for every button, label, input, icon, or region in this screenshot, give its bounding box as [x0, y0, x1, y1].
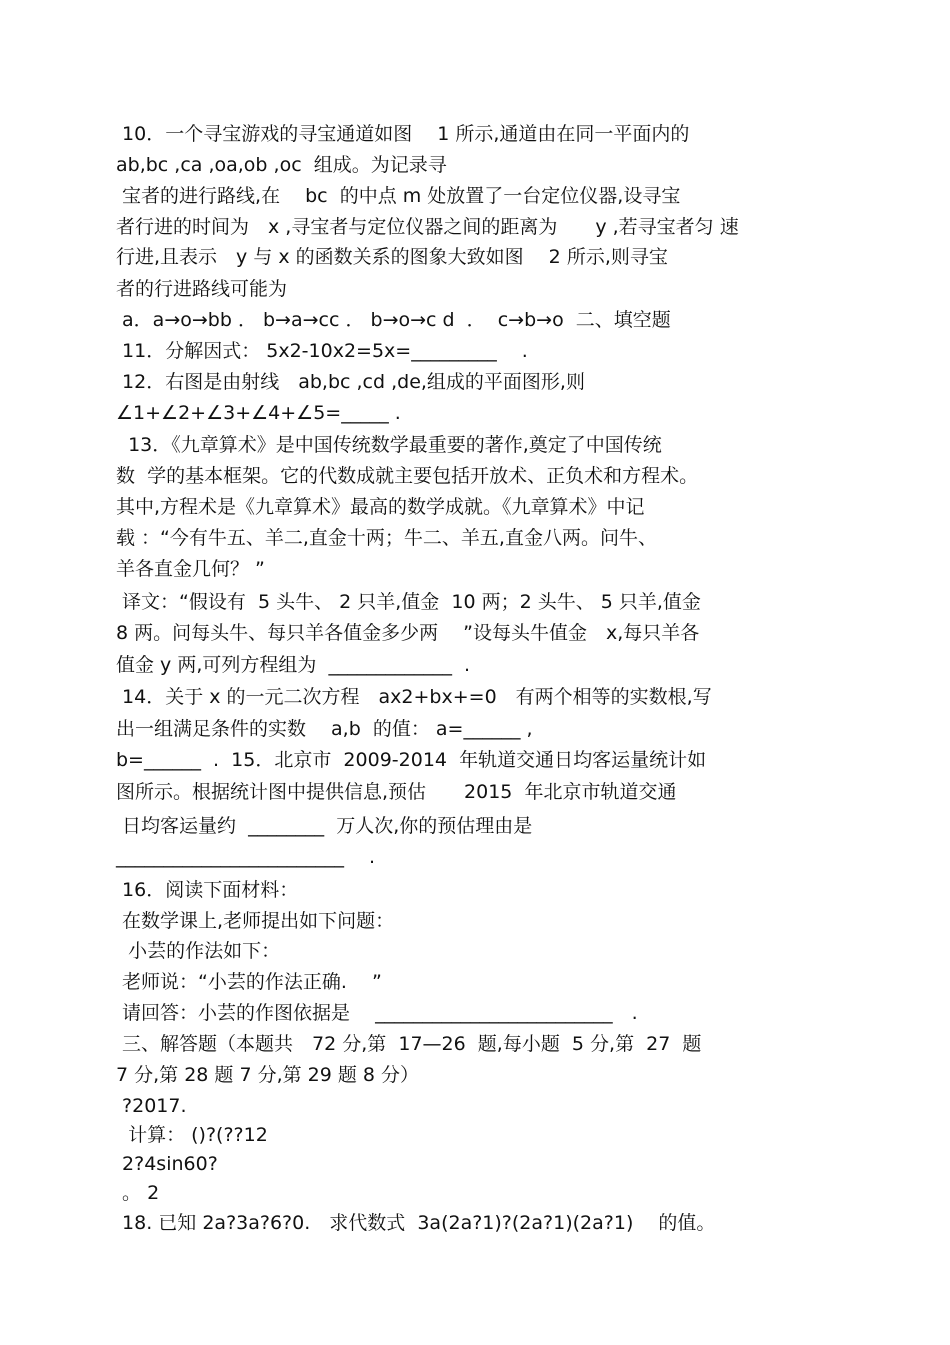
text-line: 者行进的时间为 x ,寻宝者与定位仪器之间的距离为 y ,若寻宝者匀 速 [116, 216, 739, 238]
text-line: 小芸的作法如下： [116, 940, 281, 962]
text-line: 2?4sin60? [116, 1153, 218, 1175]
text-line: ∠1+∠2+∠3+∠4+∠5=_____ . [116, 402, 401, 424]
text-line: 14．关于 x 的一元二次方程 ax2+bx+=0 有两个相等的实数根,写 [116, 686, 712, 708]
text-line: 羊各直金几何？ ” [116, 558, 265, 580]
text-line: ?2017. [116, 1095, 187, 1117]
text-line: 7 分,第 28 题 7 分,第 29 题 8 分） [116, 1064, 420, 1086]
text-line: 在数学课上,老师提出如下问题： [116, 910, 395, 932]
text-line: ab,bc ,ca ,oa,ob ,oc 组成。为记录寻 [116, 154, 447, 176]
text-line: 11．分解因式： 5x2-10x2=5x=_________ . [116, 340, 528, 362]
text-line: 10．一个寻宝游戏的寻宝通道如图 1 所示,通道由在同一平面内的 [116, 123, 690, 145]
text-line: 宝者的进行路线,在 bc 的中点 m 处放置了一台定位仪器,设寻宝 [116, 185, 681, 207]
text-line: 图所示。根据统计图中提供信息,预估 2015 年北京市轨道交通 [116, 781, 677, 803]
text-line: 译文：“假设有 5 头牛、 2 只羊,值金 10 两；2 头牛、 5 只羊,值金 [116, 591, 701, 613]
text-line: 行进,且表示 y 与 x 的函数关系的图象大致如图 2 所示,则寻宝 [116, 246, 668, 268]
text-line: 老师说：“小芸的作法正确. ” [116, 971, 382, 993]
text-line: 。 2 [116, 1182, 160, 1204]
text-line: ________________________ . [116, 846, 376, 868]
text-line: 12．右图是由射线 ab,bc ,cd ,de,组成的平面图形,则 [116, 371, 585, 393]
text-line: b=______ . 15．北京市 2009-2014 年轨道交通日均客运量统计如 [116, 749, 707, 771]
text-line: 8 两。问每头牛、每只羊各值金多少两 ”设每头牛值金 x,每只羊各 [116, 622, 700, 644]
text-line: 请回答：小芸的作图依据是 _________________________ . [116, 1002, 638, 1024]
text-line: 数 学的基本框架。它的代数成就主要包括开放术、正负术和方程术。 [116, 465, 699, 487]
text-line: 出一组满足条件的实数 a,b 的值： a=______ , [116, 718, 533, 740]
text-line: 计算： ()?(??12 [116, 1124, 268, 1146]
text-line: 日均客运量约 ________ 万人次,你的预估理由是 [116, 815, 533, 837]
text-line: 值金 y 两,可列方程组为 _____________ . [116, 654, 471, 676]
text-line: 18. 已知 2a?3a?6?0. 求代数式 3a(2a?1)?(2a?1)(2a?1) 的值。 [116, 1212, 716, 1234]
text-line: 其中,方程术是《九章算术》最高的数学成就。《九章算术》中记 [116, 496, 645, 518]
text-line: 载 ：“今有牛五、羊二,直金十两；牛二、羊五,直金八两。问牛、 [116, 527, 657, 549]
text-line: 16．阅读下面材料： [116, 879, 299, 901]
text-line: 13．《九章算术》是中国传统数学最重要的著作,奠定了中国传统 [116, 434, 662, 456]
text-line: 者的行进路线可能为 [116, 278, 288, 300]
text-line: 三、解答题（本题共 72 分,第 17—26 题,每小题 5 分,第 27 题 [116, 1033, 702, 1055]
text-line: a．a→o→bb ． b→a→cc ． b→o→c d ． c→b→o 二、填空题 [116, 309, 671, 331]
